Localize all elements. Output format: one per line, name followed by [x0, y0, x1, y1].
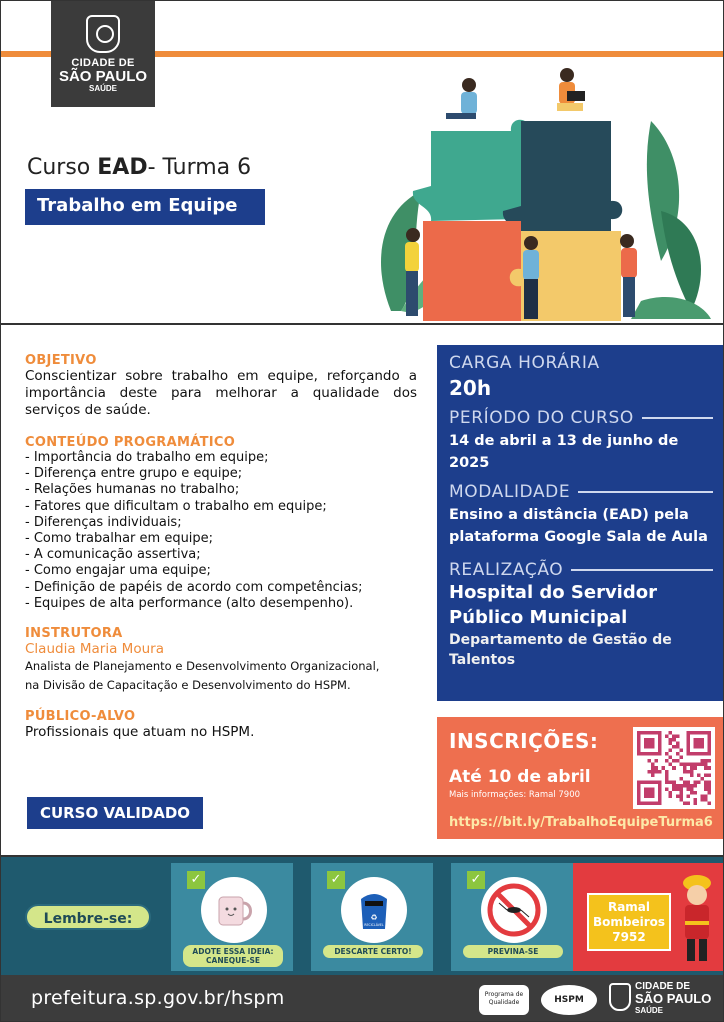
- objetivo-text: Conscientizar sobre trabalho em equipe, reforçando a importância deste para melhorar a qualidade dos serviços de saúde.: [25, 368, 417, 418]
- inscricoes-more: Mais informações: Ramal 7900: [449, 790, 581, 800]
- crest-icon: [86, 15, 120, 53]
- carga-label: CARGA HORÁRIA: [449, 353, 600, 373]
- descarte-label: DESCARTE CERTO!: [323, 945, 423, 958]
- instrutora-desc2: na Divisão de Capacitação e Desenvolvimento do HSPM.: [25, 678, 351, 693]
- caneque-label: ADOTE ESSA IDEIA: CANEQUE-SE: [183, 945, 283, 967]
- svg-text:♻: ♻: [370, 913, 378, 922]
- footer: [1, 975, 724, 1022]
- previna-label: PREVINA-SE: [463, 945, 563, 958]
- conteudo-heading: CONTEÚDO PROGRAMÁTICO: [25, 435, 236, 450]
- topic-item: - Como trabalhar em equipe;: [25, 531, 214, 547]
- puzzle-illustration: [331, 61, 724, 323]
- footer-crest-icon: [609, 983, 631, 1011]
- curso-validado-badge: CURSO VALIDADO: [27, 797, 203, 829]
- inscricoes-link[interactable]: https://bit.ly/TrabalhoEquipeTurma6: [449, 815, 713, 830]
- logo-line3: SAÚDE: [88, 84, 117, 93]
- logo-line1: CIDADE DE: [71, 57, 135, 69]
- carga-value: 20h: [449, 376, 492, 400]
- periodo-value: 14 de abril a 13 de junho de 2025: [449, 433, 679, 471]
- periodo-label: PERÍODO DO CURSO: [449, 408, 713, 428]
- modalidade-value: Ensino a distância (EAD) pela plataforma Google Sala de Aula: [449, 507, 708, 545]
- inscricoes-date: Até 10 de abril: [449, 767, 591, 787]
- caneque-card: [171, 863, 293, 971]
- hspm-logo: HSPM: [541, 985, 597, 1015]
- department-name: Departamento de Gestão de Talentos: [449, 632, 672, 668]
- check-icon: ✓: [327, 871, 345, 889]
- inscricoes-box: [437, 717, 723, 839]
- lembre-label: Lembre-se:: [25, 904, 151, 930]
- topic-item: - Como engajar uma equipe;: [25, 563, 211, 579]
- publico-text: Profissionais que atuam no HSPM.: [25, 724, 255, 741]
- topic-item: - Importância do trabalho em equipe;: [25, 450, 269, 465]
- topic-item: - Diferenças individuais;: [25, 514, 182, 530]
- inscricoes-title: INSCRIÇÕES:: [449, 729, 599, 753]
- hospital-name: Hospital do Servidor Público Municipal: [449, 582, 657, 628]
- instrutora-desc1: Analista de Planejamento e Desenvolvimento Organizacional,: [25, 659, 380, 674]
- qr-code-icon[interactable]: [633, 727, 715, 809]
- modalidade-label: MODALIDADE: [449, 482, 713, 502]
- info-box: [437, 345, 723, 701]
- course-name: Trabalho em Equipe: [25, 189, 265, 225]
- realizacao-label: REALIZAÇÃO: [449, 560, 713, 580]
- topic-item: - Definição de papéis de acordo com competências;: [25, 579, 363, 595]
- no-mosquito-icon: [481, 877, 547, 943]
- left-column: [25, 353, 417, 741]
- publico-heading: PÚBLICO-ALVO: [25, 709, 136, 725]
- bombeiros-card: [573, 863, 723, 971]
- footer-city-logo: CIDADE DE SÃO PAULO SAÚDE: [635, 981, 712, 1015]
- header-divider: [1, 323, 724, 325]
- instrutora-name: Claudia Maria Moura: [25, 641, 164, 658]
- city-logo: [51, 1, 155, 107]
- topic-item: - Relações humanas no trabalho;: [25, 482, 240, 498]
- previna-card: [451, 863, 573, 971]
- topic-item: - A comunicação assertiva;: [25, 547, 201, 563]
- ramal-bombeiros: Ramal Bombeiros 7952: [587, 893, 671, 951]
- course-title: Curso EAD- Turma 6: [27, 155, 252, 180]
- qualidade-logo: Programa de Qualidade: [479, 985, 529, 1015]
- topics-list: [25, 450, 417, 612]
- topic-item: - Fatores que dificultam o trabalho em equipe;: [25, 498, 327, 514]
- topic-item: - Equipes de alta performance (alto desempenho).: [25, 595, 354, 611]
- logo-line2: SÃO PAULO: [58, 68, 148, 85]
- check-icon: ✓: [187, 871, 205, 889]
- mug-icon: [201, 877, 267, 943]
- topic-item: - Diferença entre grupo e equipe;: [25, 466, 243, 482]
- bin-label: RECICLÁVEL: [364, 923, 384, 927]
- descarte-card: [311, 863, 433, 971]
- instrutora-heading: INSTRUTORA: [25, 626, 123, 642]
- objetivo-heading: OBJETIVO: [25, 353, 97, 368]
- check-icon: ✓: [467, 871, 485, 889]
- recycle-bin-icon: [341, 877, 407, 943]
- site-link[interactable]: prefeitura.sp.gov.br/hspm: [31, 987, 285, 1009]
- header: [1, 1, 724, 323]
- firefighter-icon: [677, 873, 717, 965]
